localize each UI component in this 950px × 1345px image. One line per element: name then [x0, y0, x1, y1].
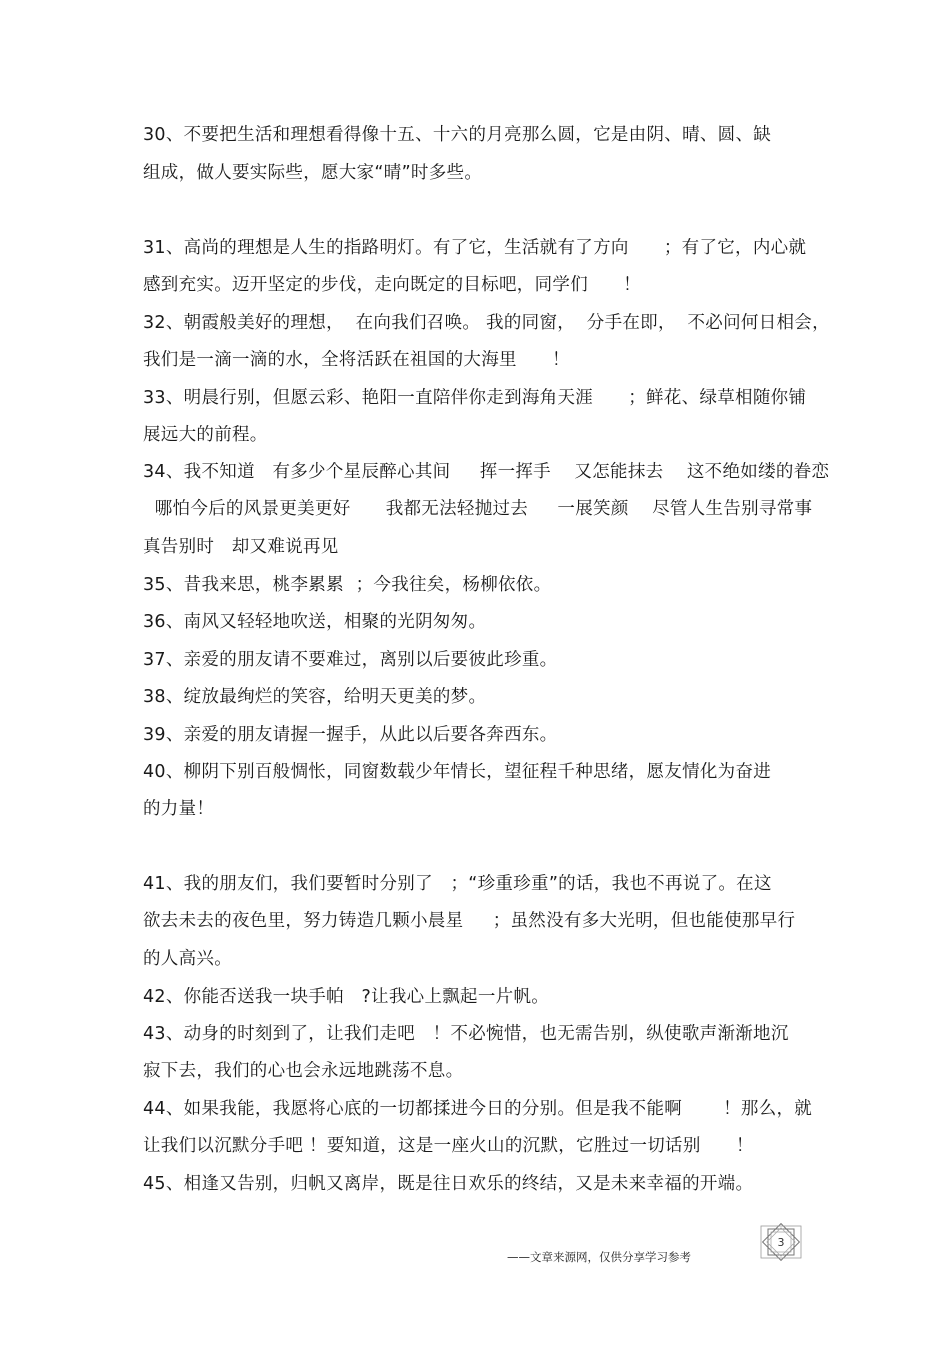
entry-line: 40、柳阴下别百般惆怅，同窗数载少年情长，望征程千种思绪，愿友情化为奋进: [143, 762, 772, 782]
source-note: ——文章来源网，仅供分享学习参考: [507, 1250, 691, 1264]
entry-line: 真告别时 却又难说再见: [143, 537, 339, 557]
entry-line: 的力量！: [143, 799, 215, 819]
entry-line: 让我们以沉默分手吧 ！要知道，这是一座火山的沉默，它胜过一切话别 ！: [143, 1136, 754, 1156]
entry-line: 42、你能否送我一块手帕 ?让我心上飘起一片帆。: [143, 987, 550, 1007]
entry-line: 的人高兴。: [143, 949, 232, 969]
entry-line: 组成，做人要实际些，愿大家“晴”时多些。: [143, 163, 483, 183]
entry-line: 41、我的朋友们，我们要暂时分别了 ；“珍重珍重”的话，我也不再说了。在这: [143, 874, 772, 894]
entry-line: 45、相逢又告别，归帆又离岸，既是往日欢乐的终结，又是未来幸福的开端。: [143, 1174, 754, 1194]
entry-line: 我们是一滴一滴的水，全将活跃在祖国的大海里 ！: [143, 350, 570, 370]
entry-line: 38、绽放最绚烂的笑容，给明天更美的梦。: [143, 687, 487, 707]
entry-line: 哪怕今后的风景更美更好 我都无法轻抛过去 一展笑颜 尽管人生告别寻常事: [143, 499, 813, 519]
entry-line: 展远大的前程。: [143, 425, 268, 445]
page-number-badge: [757, 1218, 805, 1266]
entry-line: 44、如果我能，我愿将心底的一切都揉进今日的分别。但是我不能啊 ！那么，就: [143, 1099, 813, 1119]
entry-line: 30、不要把生活和理想看得像十五、十六的月亮那么圆，它是由阴、晴、圆、缺: [143, 125, 772, 145]
entry-line: 31、高尚的理想是人生的指路明灯。有了它，生活就有了方向 ；有了它，内心就: [143, 238, 807, 258]
entry-line: 39、亲爱的朋友请握一握手，从此以后要各奔西东。: [143, 725, 558, 745]
entry-line: 43、动身的时刻到了，让我们走吧 ！不必惋惜，也无需告别，纵使歌声渐渐地沉: [143, 1024, 789, 1044]
entry-line: 欲去未去的夜色里，努力铸造几颗小晨星 ；虽然没有多大光明，但也能使那早行: [143, 911, 796, 931]
entry-line: 32、朝霞般美好的理想， 在向我们召唤。 我的同窗， 分手在即， 不必问何日相会，: [143, 313, 830, 333]
page-number: 3: [777, 1235, 785, 1249]
entry-line: 34、我不知道 有多少个星辰醉心其间 挥一挥手 又怎能抹去 这不绝如缕的眷恋: [143, 462, 830, 482]
entry-line: 寂下去，我们的心也会永远地跳荡不息。: [143, 1061, 464, 1081]
entry-line: 36、南风又轻轻地吹送，相聚的光阴匆匆。: [143, 612, 487, 632]
entry-line: 35、昔我来思，桃李累累 ；今我往矣，杨柳依依。: [143, 575, 552, 595]
entry-line: 37、亲爱的朋友请不要难过，离别以后要彼此珍重。: [143, 650, 558, 670]
entry-line: 33、明晨行别，但愿云彩、艳阳一直陪伴你走到海角天涯 ；鲜花、绿草相随你铺: [143, 388, 807, 408]
entry-line: 感到充实。迈开坚定的步伐，走向既定的目标吧，同学们 ！: [143, 275, 641, 295]
